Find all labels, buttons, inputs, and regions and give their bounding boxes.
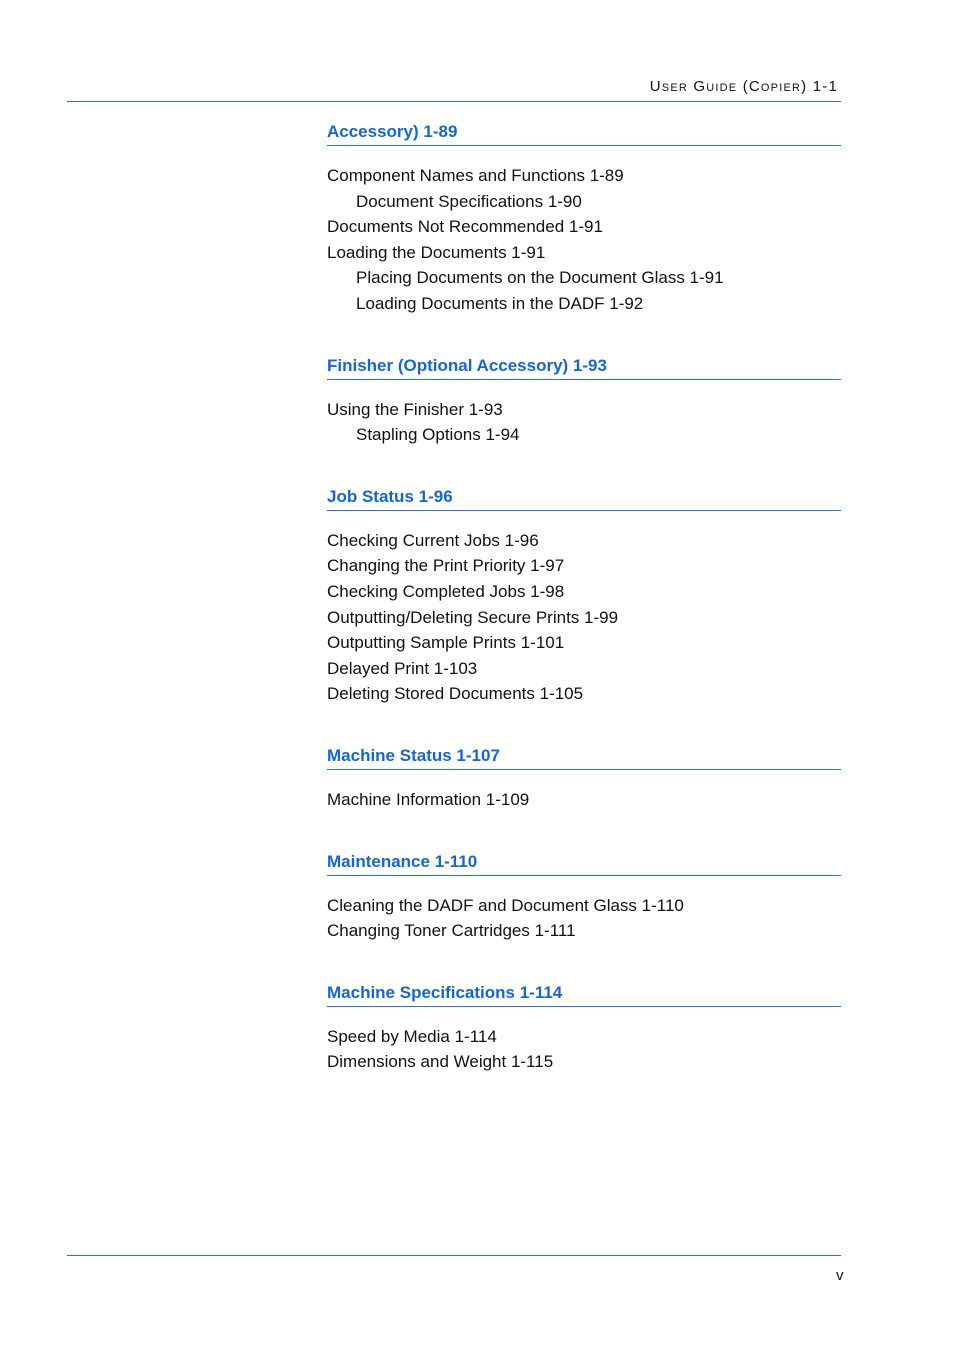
toc-entry-link[interactable]: Using the Finisher 1-93 bbox=[327, 399, 503, 419]
table-of-contents bbox=[327, 121, 841, 1113]
toc-section bbox=[327, 121, 841, 317]
toc-section bbox=[327, 851, 841, 944]
toc-section bbox=[327, 486, 841, 707]
toc-entry-link[interactable]: Speed by Media 1-114 bbox=[327, 1026, 497, 1046]
toc-entry-link[interactable]: Cleaning the DADF and Document Glass 1-110 bbox=[327, 895, 684, 915]
section-heading-link[interactable]: Machine Specifications 1-114 bbox=[327, 982, 841, 1007]
toc-section bbox=[327, 982, 841, 1075]
toc-entry-link[interactable]: Dimensions and Weight 1-115 bbox=[327, 1052, 554, 1072]
section-heading-link[interactable]: Job Status 1-96 bbox=[327, 486, 841, 511]
toc-entry-link[interactable]: Changing the Print Priority 1-97 bbox=[327, 556, 565, 576]
toc-entry-link[interactable]: Outputting Sample Prints 1-101 bbox=[327, 633, 565, 653]
toc-subentry-link[interactable]: Placing Documents on the Document Glass 1-91 bbox=[356, 268, 724, 288]
toc-section bbox=[327, 355, 841, 448]
section-heading-link[interactable]: Finisher (Optional Accessory) 1-93 bbox=[327, 355, 841, 380]
toc-entry-link[interactable]: Loading the Documents 1-91 bbox=[327, 242, 546, 262]
toc-entry-link[interactable]: Checking Completed Jobs 1-98 bbox=[327, 581, 565, 601]
section-heading-link[interactable]: Accessory) 1-89 bbox=[327, 121, 841, 146]
toc-subentry-link[interactable]: Loading Documents in the DADF 1-92 bbox=[356, 293, 644, 313]
toc-entry-link[interactable]: Machine Information 1-109 bbox=[327, 789, 530, 809]
running-header: User Guide (Copier) 1-1 bbox=[649, 78, 838, 95]
page-number: v bbox=[836, 1267, 844, 1284]
footer-rule bbox=[67, 1255, 841, 1256]
section-heading-link[interactable]: Maintenance 1-110 bbox=[327, 851, 841, 876]
header-rule bbox=[67, 101, 841, 102]
toc-subentry-link[interactable]: Stapling Options 1-94 bbox=[356, 425, 520, 445]
toc-entry-link[interactable]: Deleting Stored Documents 1-105 bbox=[327, 684, 584, 704]
section-heading-link[interactable]: Machine Status 1-107 bbox=[327, 745, 841, 770]
toc-entry-link[interactable]: Checking Current Jobs 1-96 bbox=[327, 530, 539, 550]
toc-entry-link[interactable]: Outputting/Deleting Secure Prints 1-99 bbox=[327, 607, 619, 627]
toc-entry-link[interactable]: Component Names and Functions 1-89 bbox=[327, 166, 624, 185]
toc-entry-link[interactable]: Changing Toner Cartridges 1-111 bbox=[327, 921, 576, 941]
toc-entry-link[interactable]: Delayed Print 1-103 bbox=[327, 658, 478, 678]
toc-subentry-link[interactable]: Document Specifications 1-90 bbox=[356, 191, 582, 211]
toc-section bbox=[327, 745, 841, 813]
toc-entry-link[interactable]: Documents Not Recommended 1-91 bbox=[327, 217, 603, 237]
